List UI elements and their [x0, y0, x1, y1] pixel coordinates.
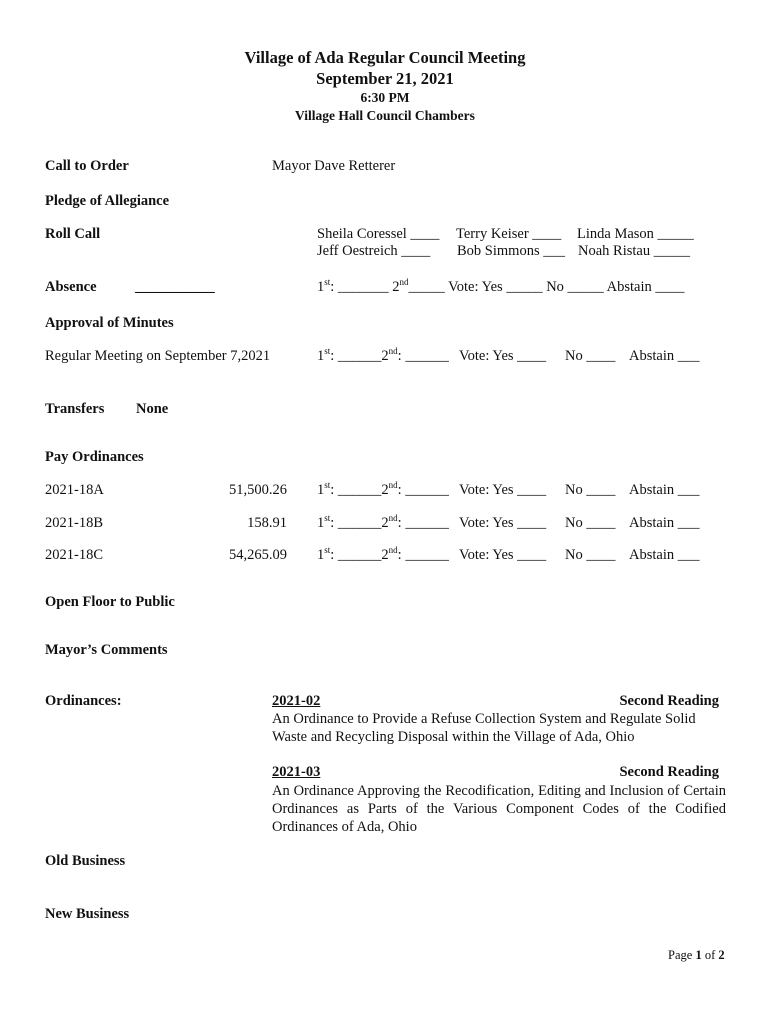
ordinances-label: Ordinances: — [45, 693, 122, 709]
roll-call-member: Bob Simmons ___ — [457, 243, 565, 259]
pay-ordinance-amount: 51,500.26 — [229, 482, 287, 498]
mayors-comments-label: Mayor’s Comments — [45, 642, 168, 658]
ordinance-description: An Ordinance to Provide a Refuse Collection System and Regulate Solid Waste and Recycling Disposal within the Village of Ada, Ohio — [272, 711, 696, 745]
open-floor-label: Open Floor to Public — [45, 594, 175, 610]
pay-ordinance-amount: 158.91 — [247, 515, 287, 531]
call-to-order-value: Mayor Dave Retterer — [272, 158, 396, 174]
pay-vote-no: No ____ — [565, 515, 616, 531]
pay-vote-yes: Vote: Yes ____ — [459, 547, 547, 563]
transfers-value: None — [136, 401, 169, 417]
pay-vote-abstain: Abstain ___ — [629, 515, 700, 531]
old-business-label: Old Business — [45, 853, 126, 869]
minutes-vote-yes: Vote: Yes ____ — [459, 348, 547, 364]
ordinance-description: An Ordinance Approving the Recodification, Editing and Inclusion of Certain Ordinances as Parts of the Various Component Codes of the Codified Ordinances of Ada, Ohio — [272, 783, 726, 835]
pay-vote-abstain: Abstain ___ — [629, 482, 700, 498]
meeting-date: September 21, 2021 — [316, 69, 454, 88]
pay-vote-yes: Vote: Yes ____ — [459, 515, 547, 531]
absence-blank: ___________ — [135, 279, 215, 295]
approval-of-minutes-label: Approval of Minutes — [45, 315, 174, 331]
pay-ordinances-label: Pay Ordinances — [45, 449, 144, 465]
meeting-location: Village Hall Council Chambers — [295, 108, 475, 123]
pay-vote-yes: Vote: Yes ____ — [459, 482, 547, 498]
minutes-vote-abstain: Abstain ___ — [629, 348, 700, 364]
roll-call-member: Terry Keiser ____ — [456, 226, 562, 242]
pay-vote-abstain: Abstain ___ — [629, 547, 700, 563]
pay-vote-no: No ____ — [565, 547, 616, 563]
pay-ordinance-motion: 1st: ______2nd: ______ — [317, 513, 449, 531]
pay-ordinance-motion: 1st: ______2nd: ______ — [317, 480, 449, 498]
roll-call-member: Jeff Oestreich ____ — [317, 243, 431, 259]
page-number: Page 1 of 2 — [668, 948, 725, 962]
transfers-label: Transfers — [45, 401, 105, 417]
roll-call-member: Linda Mason _____ — [577, 226, 694, 242]
minutes-item: Regular Meeting on September 7,2021 — [45, 348, 271, 364]
roll-call-member: Noah Ristau _____ — [578, 243, 690, 259]
ordinance-heading: 2021-02 Second Reading — [272, 693, 719, 709]
absence-label: Absence — [45, 279, 97, 295]
minutes-vote-no: No ____ — [565, 348, 616, 364]
absence-motion: 1st: _______ 2nd_____ Vote: Yes _____ No _____ Abstain ____ — [317, 277, 685, 295]
minutes-motion: 1st: ______2nd: ______ — [317, 346, 449, 364]
pay-ordinance-motion: 1st: ______2nd: ______ — [317, 545, 449, 563]
pay-ordinance-id: 2021-18B — [45, 515, 103, 531]
meeting-title: Village of Ada Regular Council Meeting — [244, 48, 526, 67]
pay-ordinance-id: 2021-18A — [45, 482, 104, 498]
new-business-label: New Business — [45, 906, 130, 922]
call-to-order-label: Call to Order — [45, 158, 129, 174]
meeting-time: 6:30 PM — [360, 90, 410, 105]
pledge-label: Pledge of Allegiance — [45, 193, 170, 209]
pay-ordinance-id: 2021-18C — [45, 547, 103, 563]
pay-vote-no: No ____ — [565, 482, 616, 498]
roll-call-member: Sheila Coressel ____ — [317, 226, 440, 242]
pay-ordinance-amount: 54,265.09 — [229, 547, 287, 563]
ordinance-heading: 2021-03 Second Reading — [272, 764, 719, 780]
roll-call-label: Roll Call — [45, 226, 101, 242]
